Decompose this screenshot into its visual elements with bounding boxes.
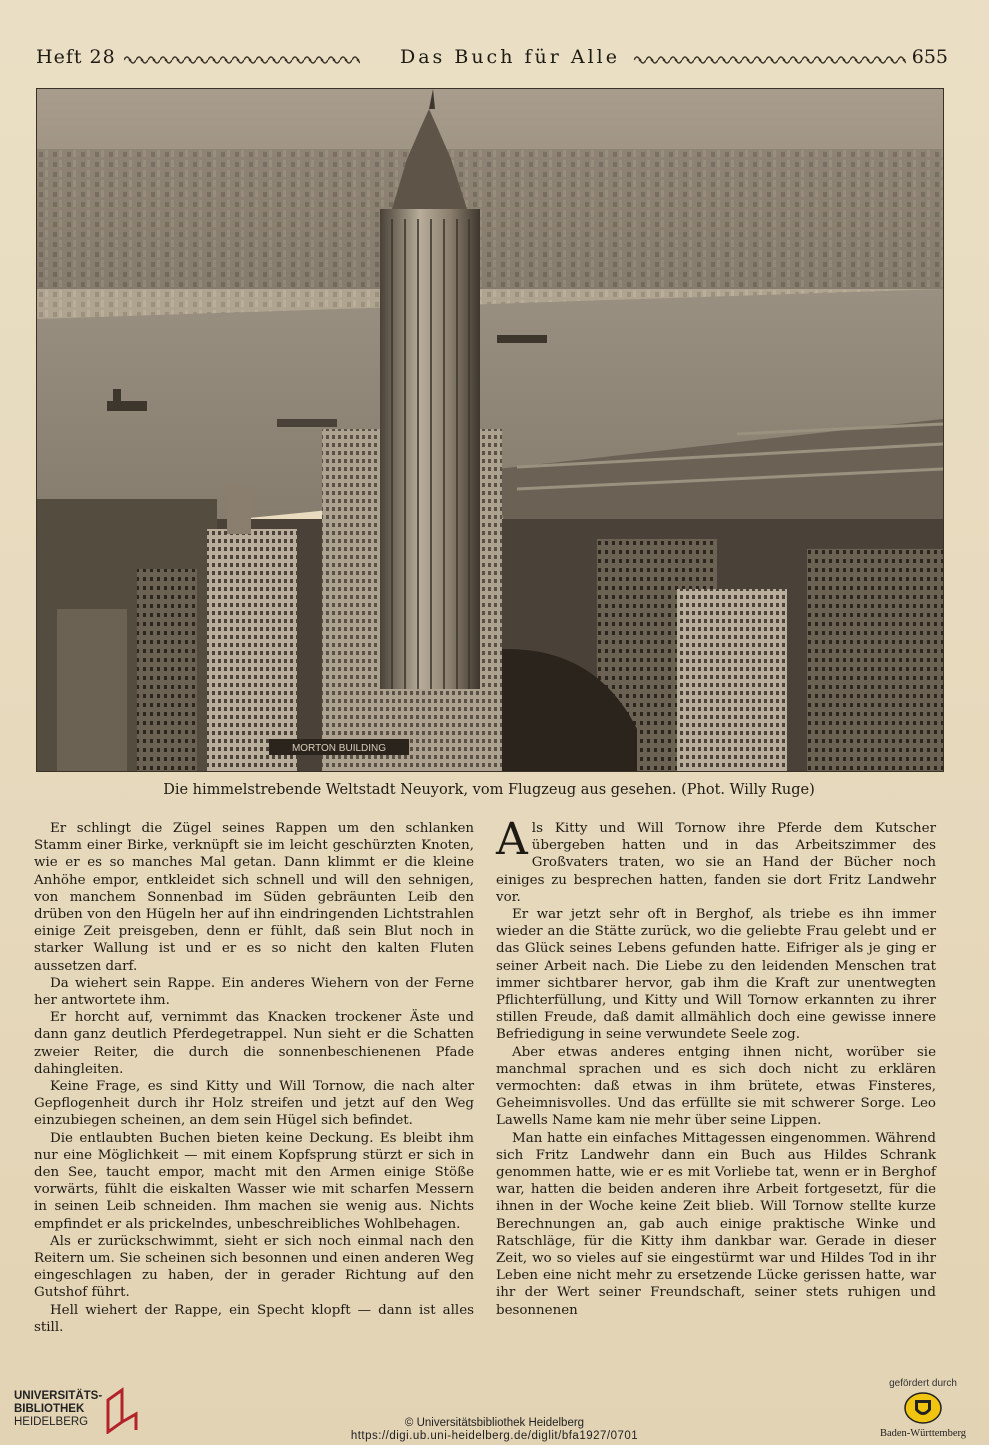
copyright-notice: © Universitätsbibliothek Heidelberg [404,1417,585,1429]
paragraph: Er horcht auf, vernimmt das Knacken trockener Äste und dann ganz deutlich Pferdegetrappel. Nun sieht er die Schatten zweier Reiter, die durch die sonnenbeschienenen Pfade dahingleiten. [34,1010,474,1077]
library-line-3: HEIDELBERG [14,1416,89,1428]
opening-paragraph [496,814,936,906]
left-text-column [34,820,474,1336]
drop-capital: A [496,814,528,865]
paragraph: Als er zurückschwimmt, sieht er sich noch einmal nach den Reitern um. Sie scheinen sich besonnen und einen anderen Weg eingeschlagen zu haben, der in gerader Richtung auf den Gutshof führt. [34,1233,474,1301]
right-text-column [496,814,936,1319]
source-url-link[interactable]: https://digi.ub.uni-heidelberg.de/diglit/bfa1927/0701 [350,1430,639,1442]
paragraph: Aber etwas anderes entging ihnen nicht, worüber sie manchmal sprachen und es sich doch nicht zu erklären vermochten: daß etwas in ihm brütete, etwas Finsteres, Geheimnisvolles. Und das erfüllte sie mit schwerer Sorge. Leo Lawells Name kam nie mehr über seine Lippen. [496,1044,936,1129]
library-line-1: UNIVERSITÄTS- [14,1390,103,1402]
magazine-title: Das Buch für Alle [400,46,620,68]
funded-by-label: gefördert durch [889,1378,957,1389]
paragraph: Er schlingt die Zügel seines Rappen um den schlanken Stamm einer Birke, verknüpft sie im leicht geschürzten Knoten, wie er es so manches Mal getan. Dann klimmt er die kleine Anhöhe empor, entkleidet sich schnell und will den sehnigen, von manchem Sonnenbad im Süden gebräunten Leib den drüben von den Hügeln her auf ihn eindringenden Lichtstrahlen einige Zeit preisgeben, denn er fühlt, daß sein Blut noch in starker Wallung ist und er es so nicht den kalten Fluten aussetzen darf. [34,821,474,974]
photo-caption: Die himmelstrebende Weltstadt Neuyork, vom Flugzeug aus gesehen. (Phot. Willy Ruge) [163,782,815,798]
running-header [36,44,948,76]
library-line-2: BIBLIOTHEK [14,1403,85,1415]
baden-wuerttemberg-emblem-icon [903,1392,943,1424]
paragraph: Hell wiehert der Rappe, ein Specht klopft — dann ist alles still. [34,1302,474,1335]
page-number: 655 [911,46,948,68]
opening-text: ls Kitty und Will Tornow ihre Pferde dem Kutscher übergeben hatten und in das Arbeitszimmer des Großvaters traten, wo sie an Hand der Bücher noch einiges zu besprechen hatten, fanden sie dort Fritz Landwehr vor. [496,821,936,905]
issue-label: Heft 28 [36,46,116,68]
header-ornament-left [124,54,360,66]
header-ornament-right [634,54,906,66]
skyline-photograph [36,88,944,772]
paragraph: Die entlaubten Buchen bieten keine Deckung. Es bleibt ihm nur eine Möglichkeit — mit einem Kopfsprung stürzt er sich in den See, taucht empor, macht mit den Armen einige Stöße vorwärts, fühlt die eiskalten Wasser wie mit scharfen Messern in seinen Leib schneiden. Ihm machen sie wenig aus. Nichts empfindet er als prickelndes, unbeschreibliches Wohlbehagen. [34,1130,474,1232]
morton-building-sign: MORTON BUILDING [291,743,387,754]
paragraph: Keine Frage, es sind Kitty und Will Tornow, die nach alter Gepflogenheit durch ihr Holz streifen und jetzt auf den Weg einzubiegen scheinen, an dem sein Hügel sich befindet. [34,1079,474,1129]
funder-name: Baden-Württemberg [879,1428,967,1439]
paragraph: Da wiehert sein Rappe. Ein anderes Wiehern von der Ferne her antwortete ihm. [34,975,474,1009]
paragraph: Man hatte ein einfaches Mittagessen eingenommen. Während sich Fritz Landwehr dann ein Buch aus Hildes Schrank genommen hatte, wie er es mit Vorliebe tat, wenn er in Berghof war, hatten die beiden anderen ihre Arbeit fortgesetzt, für die ihnen in der Woche keine Zeit blieb. Will Tornow stellte kurze Berechnungen an, gab auch einige praktische Winke und Ratschläge, für die Kitty ihm dankbar war. Gerade in dieser Zeit, wo so vieles auf sie eingestürmt war und Hildes Tod in ihr Leben eine nicht mehr zu ersetzende Lücke gerissen hatte, war ihr der Wert seiner Freundschaft, seiner stets ruhigen und besonnenen [496,1130,936,1318]
paragraph: Er war jetzt sehr oft in Berghof, als triebe es ihn immer wieder an die Stätte zurück, wo die geliebte Frau gelebt und er das Glück seines Lebens gefunden hatte. Eifriger als je ging er seiner Arbeit nach. Die Liebe zu den leidenden Menschen trat immer sichtbarer hervor, gab ihm die Kraft zur unentwegten Pflichterfüllung, und Kitty und Will Tornow erkannten zu ihrer stillen Freude, daß damit allmählich doch eine gewisse innere Befriedigung in seine verwundete Seele zog. [496,907,936,1043]
